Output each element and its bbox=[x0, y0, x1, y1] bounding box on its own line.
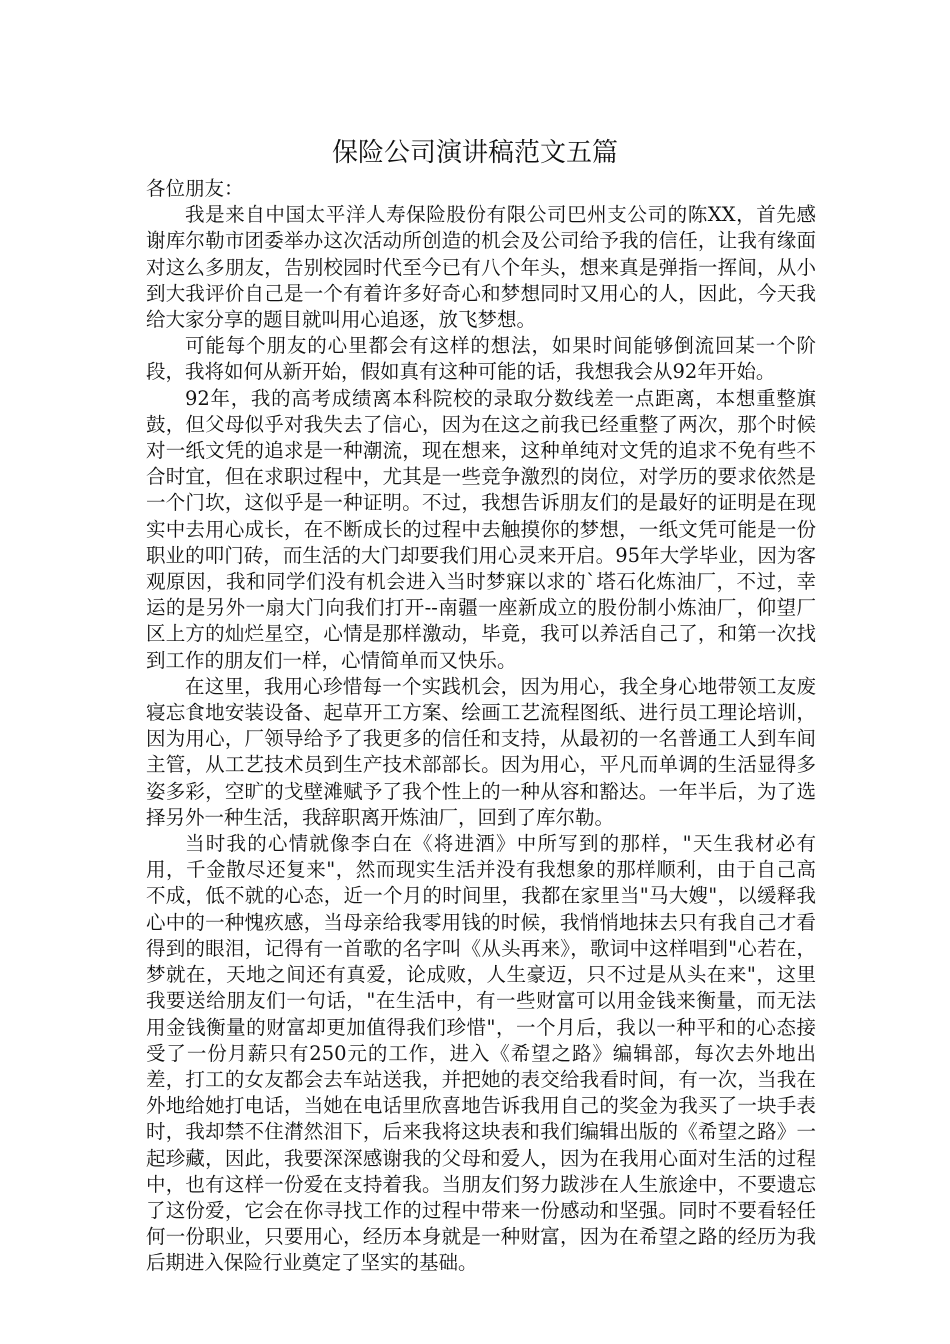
salutation: 各位朋友： bbox=[146, 177, 244, 200]
paragraph: 我是来自中国太平洋人寿保险股份有限公司巴州支公司的陈XX，首先感谢库尔勒市团委举办这次活动所创造的机会及公司给予我的信任，让我有缘面对这么多朋友，告别校园时代至今已有八个年头，想来真是弹指一挥间，从小到大我评价自己是一个有着许多好奇心和梦想同时又用心的人，因此，今天我给大家分享的题目就叫用心追逐，放飞梦想。 bbox=[146, 203, 816, 332]
paragraph: 可能每个朋友的心里都会有这样的想法，如果时间能够倒流回某一个阶段，我将如何从新开始，假如真有这种可能的话，我想我会从92年开始。 bbox=[146, 334, 816, 384]
paragraph: 当时我的心情就像李白在《将进酒》中所写到的那样，"天生我材必有用，千金散尽还复来"，然而现实生活并没有我想象的那样顺利，由于自己高不成，低不就的心态，近一个月的时间里，我都在家里当"马大嫂"，以缓释我心中的一种愧疚感，当母亲给我零用钱的时候，我悄悄地抹去只有我自己才看得到的眼泪，记得有一首歌的名字叫《从头再来》，歌词中这样唱到"心若在，梦就在，天地之间还有真爱，论成败，人生豪迈，只不过是从头在来"，这里我要送给朋友们一句话，"在生活中，有一些财富可以用金钱来衡量，而无法用金钱衡量的财富却更加值得我们珍惜"，一个月后，我以一种平和的心态接受了一份月薪只有250元的工作，进入《希望之路》编辑部，每次去外地出差，打工的女友都会去车站送我，并把她的表交给我看时间，有一次，当我在外地给她打电话，当她在电话里欣喜地告诉我用自己的奖金为我买了一块手表时，我却禁不住潸然泪下，后来我将这块表和我们编辑出版的《希望之路》一起珍藏，因此，我要深深感谢我的父母和爱人，因为在我用心面对生活的过程中，也有这样一份爱在支持着我。当朋友们努力跋涉在人生旅途中，不要遗忘了这份爱，它会在你寻找工作的过程中带来一份感动和坚强。同时不要看轻任何一份职业，只要用心，经历本身就是一种财富，因为在希望之路的经历为我后期进入保险行业奠定了坚实的基础。 bbox=[146, 832, 816, 1275]
document-title: 保险公司演讲稿范文五篇 bbox=[331, 138, 618, 168]
paragraph: 92年，我的高考成绩离本科院校的录取分数线差一点距离，本想重整旗鼓，但父母似乎对我失去了信心，因为在这之前我已经重整了两次，那个时候对一纸文凭的追求是一种潮流，现在想来，这种单纯对文凭的追求不免有些不合时宜，但在求职过程中，尤其是一些竞争激烈的岗位，对学历的要求依然是一个门坎，这似乎是一种证明。不过，我想告诉朋友们的是最好的证明是在现实中去用心成长，在不断成长的过程中去触摸你的梦想，一纸文凭可能是一份职业的叩门砖，而生活的大门却要我们用心灵来开启。95年大学毕业，因为客观原因，我和同学们没有机会进入当时梦寐以求的`塔石化炼油厂，不过，幸运的是另外一扇大门向我们打开--南疆一座新成立的股份制小炼油厂，仰望厂区上方的灿烂星空，心情是那样激动，毕竟，我可以养活自己了，和第一次找到工作的朋友们一样，心情简单而又快乐。 bbox=[146, 386, 816, 672]
document-body bbox=[146, 176, 816, 1277]
paragraph: 在这里，我用心珍惜每一个实践机会，因为用心，我全身心地带领工友废寝忘食地安装设备、起草开工方案、绘画工艺流程图纸、进行员工理论培训，因为用心，厂领导给予了我更多的信任和支持，从最初的一名普通工人到车间主管，从工艺技术员到生产技术部部长。因为用心，平凡而单调的生活显得多姿多彩，空旷的戈壁滩赋予了我个性上的一种从容和豁达。一年半后，为了选择另外一种生活，我辞职离开炼油厂，回到了库尔勒。 bbox=[146, 674, 816, 829]
